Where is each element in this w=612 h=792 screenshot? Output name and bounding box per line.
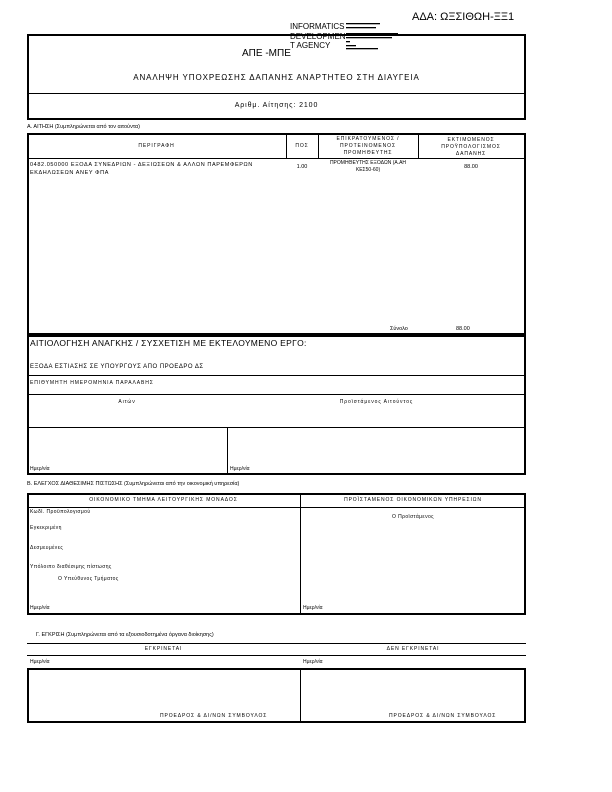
- section-a-header-divider: [27, 158, 526, 159]
- divider: [27, 427, 526, 428]
- signature-divider: [227, 427, 228, 475]
- section-b-col-divider: [300, 493, 301, 615]
- section-c-top-line: [27, 643, 526, 644]
- not-approved-signatory: ΠΡΟΕΔΡΟΣ & ΔΙ/ΝΩΝ ΣΥΜΒΟΥΛΟΣ: [389, 713, 497, 719]
- org-code: ΑΠΕ -ΜΠΕ: [242, 48, 291, 59]
- approved-signatory: ΠΡΟΕΔΡΟΣ & ΔΙ/ΝΩΝ ΣΥΜΒΟΥΛΟΣ: [160, 713, 268, 719]
- applicant-head-date: Ημερ/νία: [230, 466, 250, 472]
- finance-dept-date: Ημερ/νία: [30, 605, 50, 611]
- not-approved-date: Ημερ/νία: [303, 659, 323, 665]
- section-c-header-line: [27, 655, 526, 656]
- finance-dept-header: ΟΙΚΟΝΟΜΙΚΟ ΤΜΗΜΑ ΛΕΙΤΟΥΡΓΙΚΗΣ ΜΟΝΑΔΟΣ: [89, 497, 238, 503]
- finance-head-header: ΠΡΟΪΣΤΑΜΕΝΟΣ ΟΙΚΟΝΟΜΙΚΩΝ ΥΠΗΡΕΣΙΩΝ: [344, 497, 482, 503]
- applicant-label: Αιτών: [118, 399, 136, 405]
- col-header-supplier: ΕΠΙΚΡΑΤΟΥΜΕΝΟΣ / ΠΡΟΤΕΙΝΟΜΕΝΟΣ ΠΡΟΜΗΘΕΥΤΗΣ: [336, 136, 400, 156]
- approved-date: Ημερ/νία: [30, 659, 50, 665]
- divider: [27, 394, 526, 395]
- ada-code: ΑΔΑ: ΩΞΣΙΘΩΗ-ΞΞ1: [412, 11, 515, 23]
- applicant-head-label: Προϊστάμενος Αιτούντος: [339, 399, 414, 405]
- section-b-header-divider: [27, 507, 526, 508]
- row-qty: 1.00: [296, 164, 308, 170]
- row-description: 0482.050000 ΕΞΟΔΑ ΣΥΝΕΔΡΙΩΝ - ΔΕΞΙΩΣΕΩΝ & ΑΛΛΩΝ ΠΑΡΕΜΦΕΡΩΝ ΕΚΔΗΛΩΣΕΩΝ ΑΝΕΥ ΦΠΑ: [30, 162, 253, 176]
- justification-text: ΕΞΟΔΑ ΕΣΤΙΑΣΗΣ ΣΕ ΥΠΟΥΡΓΟΥΣ ΑΠΟ ΠΡΟΕΔΡΟ ΔΣ: [30, 364, 204, 370]
- request-number: Αριθμ. Αίτησης: 2100: [234, 102, 319, 109]
- justification-title: ΑΙΤΙΟΛΟΓΗΣΗ ΑΝΑΓΚΗΣ / ΣΥΣΧΕΤΙΣΗ ΜΕ ΕΚΤΕΛΟΥΜΕΝΟ ΕΡΓΟ:: [30, 338, 307, 348]
- col-header-description: ΠΕΡΙΓΡΑΦΗ: [138, 143, 175, 149]
- org-line: INFORMATICS: [290, 22, 345, 31]
- committed-label: Δεσμευμένες: [30, 545, 64, 551]
- divider: [27, 375, 526, 376]
- applicant-date: Ημερ/νία: [30, 466, 50, 472]
- header-divider: [27, 93, 526, 94]
- org-line: T AGENCY: [290, 41, 331, 50]
- col-header-qty: ΠΟΣ: [295, 143, 309, 149]
- row-supplier: ΠΡΟΜΗΘΕΥΤΗΣ ΕΞΟΔΩΝ (Α.ΑΗ ΚΕΣ50-60): [329, 160, 407, 173]
- form-title: ΑΝΑΛΗΨΗ ΥΠΟΧΡΕΩΣΗΣ ΔΑΠΑΝΗΣ ΑΝΑΡΤΗΤΕΟ ΣΤΗ ΔΙΑΥΓΕΙΑ: [133, 73, 420, 82]
- org-line: DEVELOPMEN: [290, 31, 346, 41]
- finance-head-date: Ημερ/νία: [303, 605, 323, 611]
- section-b-box: [27, 493, 526, 615]
- section-a-title: Α. ΑΙΤΗΣΗ (Συμπληρώνεται από τον αιτούντα): [27, 124, 140, 130]
- col-divider: [418, 133, 419, 158]
- justification-box: [27, 335, 526, 475]
- budget-code-label: ΚωδΙ. Προϋπολογισμού: [30, 509, 91, 515]
- approved-header: ΕΓΚΡΙΝΕΤΑΙ: [144, 646, 183, 652]
- col-header-cost: ΕΚΤΙΜΩΜΕΝΟΣ ΠΡΟΫΠΟΛΟΓΙΣΜΟΣ ΔΑΠΑΝΗΣ: [441, 137, 501, 157]
- total-value: 88.00: [456, 326, 470, 332]
- col-divider: [318, 133, 319, 158]
- section-c-title: Γ. ΕΓΚΡΙΣΗ (Συμπληρώνεται από τα εξουσιοδοτημένα όργανα διοίκησης): [36, 632, 214, 638]
- desired-date-label: ΕΠΙΘΥΜΗΤΗ ΗΜΕΡΟΜΗΝΙΑ ΠΑΡΑΛΑΒΗΣ: [30, 380, 154, 386]
- not-approved-header: ΔΕΝ ΕΓΚΡΙΝΕΤΑΙ: [386, 646, 440, 652]
- available-balance-label: Υπόλοιπο διαθέσιμης πίστωσης: [30, 564, 112, 570]
- total-label: Σύνολο: [390, 326, 408, 332]
- finance-head-role: Ο Προϊστάμενος: [392, 514, 434, 520]
- row-cost: 88.00: [464, 164, 478, 170]
- section-c-col-divider: [300, 668, 301, 723]
- section-b-title: Β. ΕΛΕΓΧΟΣ ΔΙΑΘΕΣΙΜΗΣ ΠΙΣΤΩΣΗΣ (Συμπληρώνεται από την οικονομική υπηρεσία): [27, 481, 240, 487]
- section-head-label: Ο Υπεύθυνος Τμήματος: [58, 576, 119, 582]
- approved-credit-label: Εγκεκριμένη: [30, 525, 62, 531]
